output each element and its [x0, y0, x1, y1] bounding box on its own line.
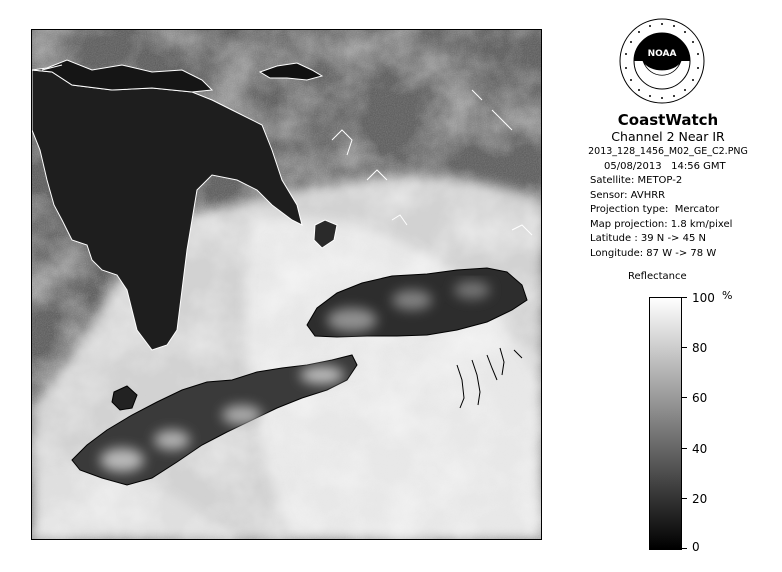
colorbar-tick-label: 100: [692, 291, 715, 305]
longitude-label: Longitude: 87 W -> 78 W: [590, 247, 717, 259]
satellite-image-svg: [32, 30, 542, 540]
colorbar-tick: [682, 548, 687, 549]
colorbar-title: Reflectance: [628, 271, 687, 282]
satellite-label: Satellite: METOP-2: [590, 175, 683, 186]
brand-title: CoastWatch: [617, 111, 719, 129]
colorbar-tick: [682, 448, 687, 449]
colorbar-tick: [682, 397, 687, 398]
noaa-logo-icon: [619, 18, 705, 104]
colorbar-tick-label: 0: [692, 540, 700, 554]
colorbar-tick: [682, 297, 687, 298]
channel-label: Channel 2 Near IR: [611, 129, 725, 144]
colorbar-tick-label: 80: [692, 341, 708, 355]
colorbar-tick-label: 20: [692, 492, 708, 506]
projection-type-label: Projection type: Mercator: [590, 204, 720, 215]
sensor-label: Sensor: AVHRR: [590, 189, 666, 201]
image-info-panel: [562, 112, 774, 261]
colorbar-tick-label: 60: [692, 391, 708, 405]
svg-text:NOAA: NOAA: [647, 49, 677, 59]
reflectance-colorbar: [649, 297, 682, 550]
datetime-label: 05/08/2013 14:56 GMT: [604, 160, 726, 172]
colorbar-unit: %: [722, 289, 733, 302]
colorbar-tick: [682, 498, 687, 499]
filename-label: 2013_128_1456_M02_GE_C2.PNG: [588, 146, 748, 157]
noaa-logo: [619, 18, 705, 104]
latitude-label: Latitude : 39 N -> 45 N: [590, 233, 706, 244]
map-projection-label: Map projection: 1.8 km/pixel: [590, 218, 733, 230]
colorbar-tick: [682, 347, 687, 348]
satellite-image[interactable]: [31, 29, 542, 540]
colorbar-tick-label: 40: [692, 442, 708, 456]
